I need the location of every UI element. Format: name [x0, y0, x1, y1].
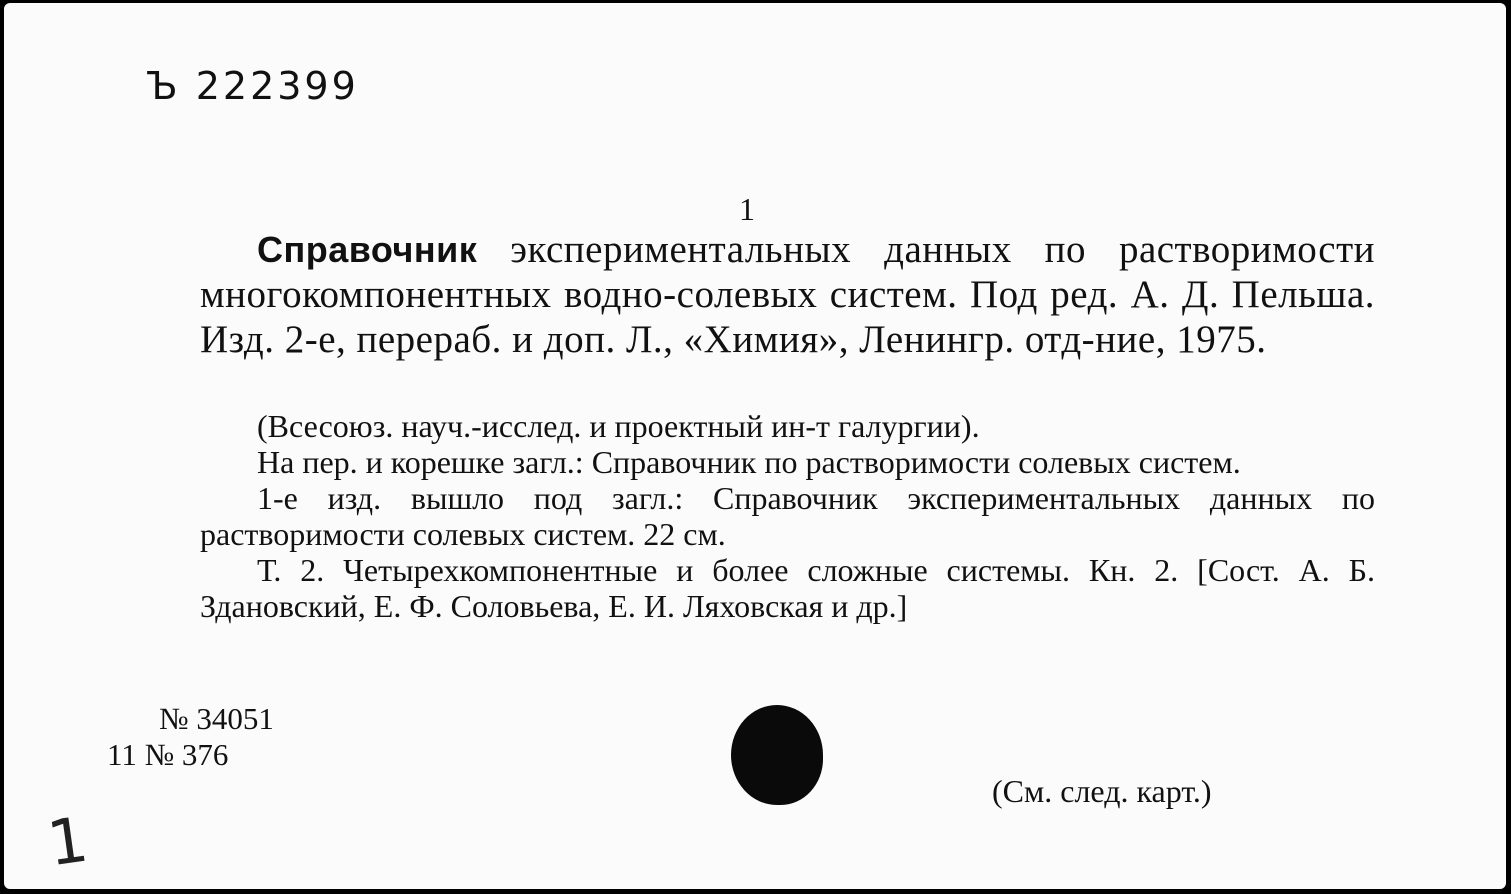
call-number: Ъ 222399 — [146, 64, 359, 108]
note-volume: Т. 2. Четырехкомпонентные и более сложные системы. Кн. 2. [Сост. А. Б. Здановский, Е. Ф. Соловьева, Е. И. Ляховская и др.] — [200, 552, 1375, 624]
inventory-number-2: 11 № 376 — [107, 737, 229, 772]
handwritten-mark: 1 — [43, 802, 93, 881]
book-title — [200, 227, 1375, 362]
note-cover-title: На пер. и корешке загл.: Справочник по растворимости солевых систем. — [257, 444, 1241, 480]
title-rest: экспериментальных данных по растворимости многокомпонентных водно-солевых систем. Под ред. А. Д. Пельша. Изд. 2-е, перераб. и доп. Л., «Химия», Ленингр. отд-ние, 1975. — [200, 228, 1375, 361]
continuation-note: (См. след. карт.) — [992, 773, 1212, 809]
inventory-number-1: № 34051 — [159, 701, 274, 736]
card-number: 1 — [739, 191, 755, 227]
note-first-edition: 1-е изд. вышло под загл.: Справочник экспериментальных данных по растворимости солевых систем. 22 см. — [200, 480, 1375, 552]
punch-hole — [731, 705, 823, 805]
notes-block — [200, 408, 1375, 624]
note-institute: (Всесоюз. науч.-исслед. и проектный ин-т галургии). — [257, 408, 980, 444]
catalog-card — [4, 3, 1506, 889]
title-bold-word: Справочник — [257, 229, 478, 270]
inventory-numbers — [107, 701, 274, 773]
